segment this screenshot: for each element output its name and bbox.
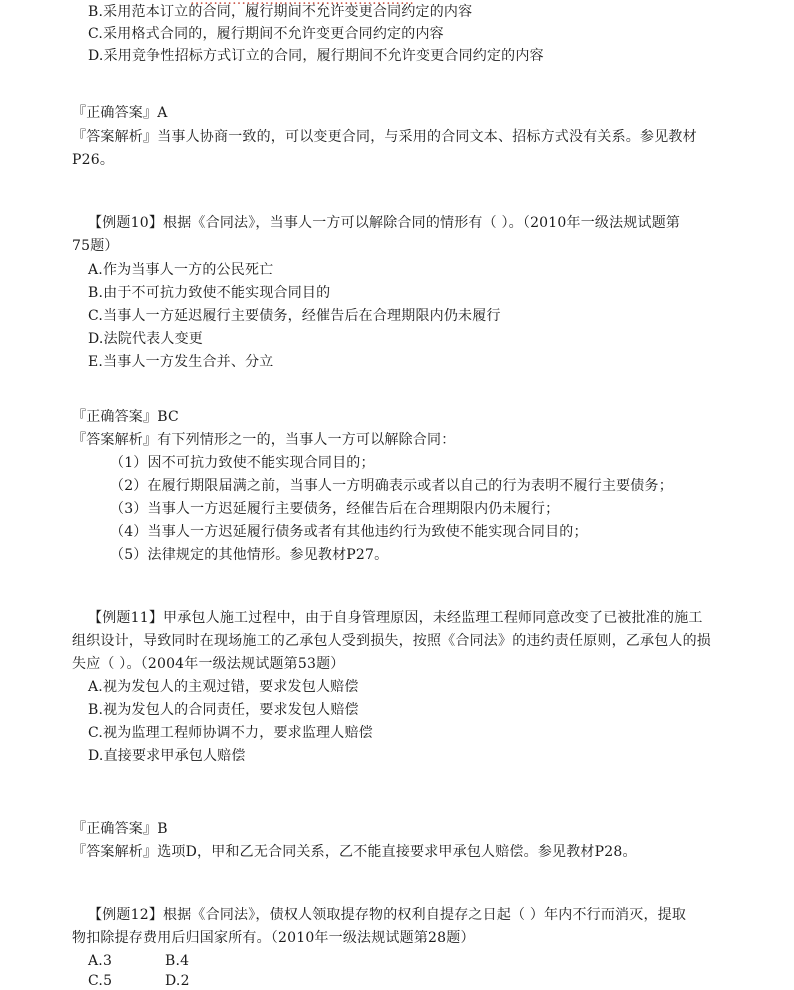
analysis-line: 『答案解析』选项D，甲和乙无合同关系，乙不能直接要求甲承包人赔偿。参见教材P28。 bbox=[72, 844, 637, 860]
analysis-point: （3）当事人一方迟延履行主要债务，经催告后在合理期限内仍未履行； bbox=[110, 501, 560, 517]
answer-label: 『正确答案』B bbox=[72, 821, 168, 837]
analysis-line: 『答案解析』当事人协商一致的，可以变更合同，与采用的合同文本、招标方式没有关系。参见教材 bbox=[72, 129, 697, 145]
question-stem: 75题） bbox=[72, 238, 119, 254]
option-b: B.采用范本订立的合同，履行期间不允许变更合同约定的内容 bbox=[88, 4, 473, 20]
option-a: A.作为当事人一方的公民死亡 bbox=[88, 262, 274, 278]
option-a: A.3 bbox=[88, 953, 113, 969]
option-c: C.采用格式合同的，履行期间不允许变更合同约定的内容 bbox=[88, 26, 444, 42]
answer-label: 『正确答案』A bbox=[72, 105, 168, 121]
analysis-line: 『答案解析』有下列情形之一的，当事人一方可以解除合同： bbox=[72, 432, 456, 448]
option-b: B.由于不可抗力致使不能实现合同目的 bbox=[88, 285, 331, 301]
analysis-line: P26。 bbox=[72, 152, 115, 168]
analysis-point: （1）因不可抗力致使不能实现合同目的； bbox=[110, 455, 375, 471]
question-stem: 【例题10】根据《合同法》，当事人一方可以解除合同的情形有（ ）。（2010年一级法规试题第 bbox=[88, 215, 681, 231]
question-stem: 物扣除提存费用后归国家所有。（2010年一级法规试题第28题） bbox=[72, 930, 475, 946]
option-d: D.直接要求甲承包人赔偿 bbox=[88, 748, 246, 764]
analysis-point: （4）当事人一方迟延履行债务或者有其他违约行为致使不能实现合同目的； bbox=[110, 524, 588, 540]
option-d: D.2 bbox=[165, 973, 190, 989]
question-stem: 【例题11】甲承包人施工过程中，由于自身管理原因，未经监理工程师同意改变了已被批准的施工 bbox=[88, 610, 703, 626]
option-d: D.采用竞争性招标方式订立的合同，履行期间不允许变更合同约定的内容 bbox=[88, 48, 544, 64]
header-overlay-text: ………………………………………… bbox=[190, 0, 414, 8]
analysis-point: （5）法律规定的其他情形。参见教材P27。 bbox=[110, 547, 389, 563]
question-stem: 组织设计，导致同时在现场施工的乙承包人受到损失，按照《合同法》的违约责任原则，乙承包人的损 bbox=[72, 633, 711, 649]
option-e: E.当事人一方发生合并、分立 bbox=[88, 354, 274, 370]
answer-label: 『正确答案』BC bbox=[72, 409, 179, 425]
question-stem: 失应（ ）。（2004年一级法规试题第53题） bbox=[72, 656, 345, 672]
option-c: C.当事人一方延迟履行主要债务，经催告后在合理期限内仍未履行 bbox=[88, 308, 501, 324]
option-a: A.视为发包人的主观过错，要求发包人赔偿 bbox=[88, 679, 359, 695]
option-b: B.4 bbox=[165, 953, 190, 969]
analysis-point: （2）在履行期限届满之前，当事人一方明确表示或者以自己的行为表明不履行主要债务； bbox=[110, 478, 673, 494]
option-c: C.视为监理工程师协调不力，要求监理人赔偿 bbox=[88, 725, 373, 741]
question-stem: 【例题12】根据《合同法》，债权人领取提存物的权利自提存之日起（ ）年内不行而消灭，提取 bbox=[88, 907, 687, 923]
option-c: C.5 bbox=[88, 973, 113, 989]
option-d: D.法院代表人变更 bbox=[88, 331, 203, 347]
option-b: B.视为发包人的合同责任，要求发包人赔偿 bbox=[88, 702, 359, 718]
